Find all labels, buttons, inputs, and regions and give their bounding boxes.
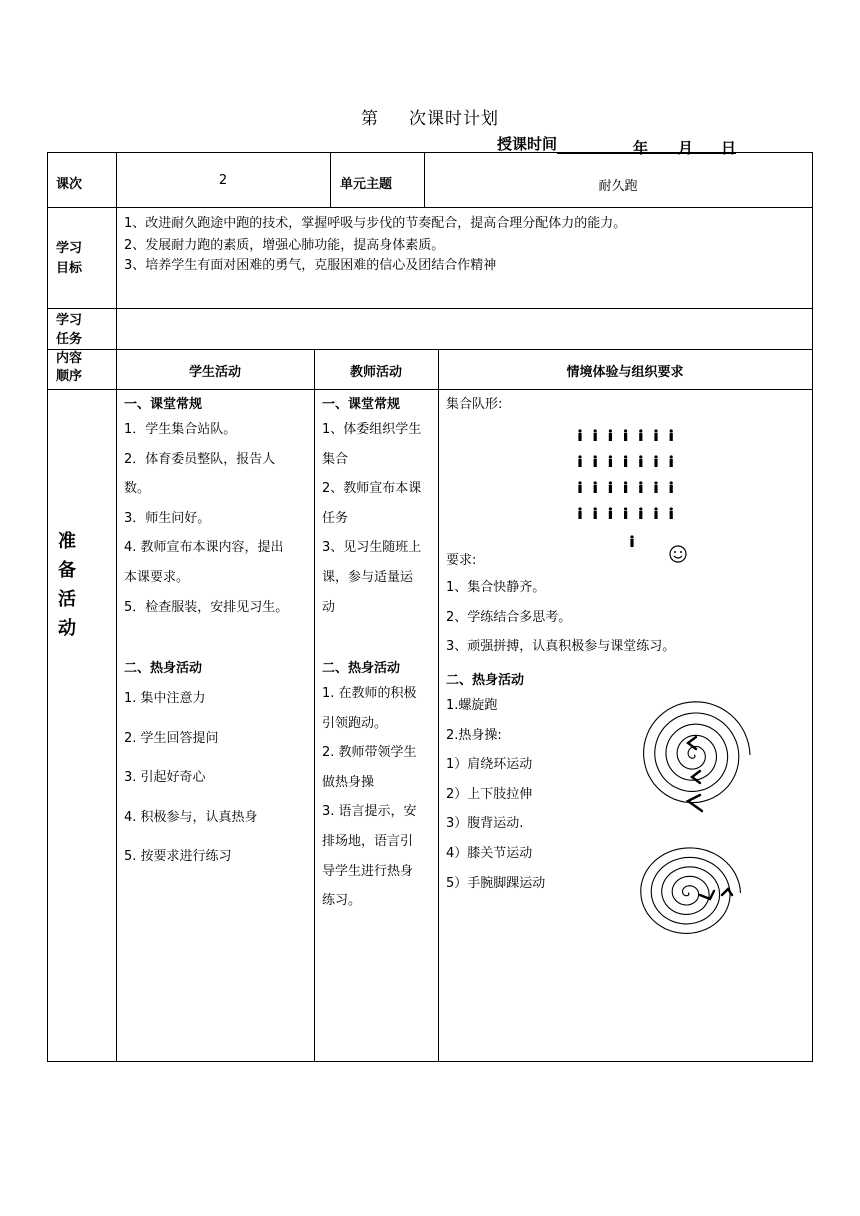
teacher-routine-item: 集合 <box>322 451 349 467</box>
student-figure-icon <box>594 429 597 441</box>
student-figure-icon <box>624 455 627 467</box>
requirements-list <box>446 573 675 662</box>
student-figure-icon <box>624 481 627 493</box>
situation-warmup-heading: 二、热身活动 <box>446 673 525 688</box>
student-figure-icon <box>639 455 642 467</box>
student-routine-item: 1．学生集合站队。 <box>124 422 237 437</box>
student-figure-icon <box>609 481 612 493</box>
teacher-routine-item: 课，参与适量运 <box>322 569 414 585</box>
row-divider <box>48 308 812 309</box>
teacher-routine-item: 3、见习生随班上 <box>322 540 422 556</box>
student-figure-icon <box>624 507 627 519</box>
teacher-heading-warmup: 二、热身活动 <box>322 661 401 676</box>
student-figure-icon <box>670 507 673 519</box>
student-warmup-item: 5. 按要求进行练习 <box>124 849 232 864</box>
requirement-item: 2、学练结合多思考。 <box>446 609 572 625</box>
teacher-column-header: 教师活动 <box>349 365 402 380</box>
title-suffix: 次课时计划 <box>409 109 499 129</box>
direction-arrow-icon <box>700 891 714 899</box>
spiral-run-diagram-icon <box>634 697 754 817</box>
row-divider <box>48 389 812 390</box>
warmup-item: 1）肩绕环运动 <box>446 757 533 773</box>
title-prefix: 第 <box>361 109 379 129</box>
teacher-warmup-item: 3. 语言提示，安 <box>322 804 417 820</box>
objective-item: 3、培养学生有面对困难的勇气，克服困难的信心及团结合作精神 <box>124 258 497 273</box>
student-routine-item: 5．检查服装，安排见习生。 <box>124 599 289 615</box>
student-figure-icon <box>624 429 627 441</box>
teacher-routine-item: 动 <box>322 599 336 615</box>
student-figure-icon <box>578 455 581 467</box>
student-figure-icon <box>654 507 657 519</box>
col-divider <box>330 153 331 207</box>
year-label: 年 <box>633 139 649 157</box>
objectives-list <box>124 213 626 277</box>
student-figure-icon <box>654 455 657 467</box>
student-warmup-list <box>124 679 258 877</box>
teacher-warmup-item: 1. 在教师的积极 <box>322 686 417 701</box>
order-label-line: 顺序 <box>56 369 83 384</box>
student-figure-icon <box>578 429 581 441</box>
situation-column-header: 情境体验与组织要求 <box>566 365 684 380</box>
section-label-char: 活 <box>58 589 76 610</box>
student-figure-icon <box>578 507 581 519</box>
unit-value: 耐久跑 <box>598 179 638 194</box>
spiral-run-diagram-icon <box>630 843 750 943</box>
warmup-item: 5）手腕脚踝运动 <box>446 875 546 891</box>
student-figure-icon <box>594 455 597 467</box>
lesson-time-label: 授课时间 <box>497 135 558 153</box>
direction-arrow-icon <box>688 737 696 749</box>
formation-diagram <box>576 427 686 557</box>
student-routine-item: 4. 教师宣布本课内容，提出 <box>124 540 284 556</box>
student-figure-icon <box>639 429 642 441</box>
unit-label: 单元主题 <box>340 177 393 192</box>
student-figure-icon <box>670 429 673 441</box>
student-figure-icon <box>670 481 673 493</box>
lesson-value: 2 <box>218 173 228 188</box>
requirements-label: 要求: <box>446 553 477 568</box>
student-figure-icon <box>578 481 581 493</box>
order-label-line: 内容 <box>56 351 83 366</box>
student-routine-item: 数。 <box>124 481 151 497</box>
row-divider <box>48 207 812 208</box>
col-divider <box>438 349 439 1061</box>
day-label: 日 <box>721 139 737 157</box>
lesson-time <box>497 133 737 157</box>
student-routine-list <box>124 415 288 622</box>
teacher-routine-item: 1、体委组织学生 <box>322 422 422 437</box>
student-warmup-item: 1. 集中注意力 <box>124 691 206 706</box>
objectives-label-line: 目标 <box>56 261 83 276</box>
objectives-label <box>56 239 82 279</box>
warmup-item: 2）上下肢拉伸 <box>446 786 533 802</box>
student-figure-icon <box>609 429 612 441</box>
teacher-routine-list <box>322 415 421 622</box>
warmup-items-list <box>446 691 545 898</box>
student-figure-icon <box>609 455 612 467</box>
section-label-char: 动 <box>58 618 76 639</box>
smiley-face-icon <box>668 544 688 564</box>
lesson-plan-table <box>47 152 813 1062</box>
student-routine-item: 本课要求。 <box>124 569 190 585</box>
student-figure-icon <box>670 455 673 467</box>
tasks-label-line: 学习 <box>56 313 83 328</box>
student-warmup-item: 2. 学生回答提问 <box>124 730 219 746</box>
objectives-label-line: 学习 <box>56 241 83 256</box>
col-divider <box>314 349 315 1061</box>
formation-label: 集合队形: <box>446 397 503 412</box>
warmup-item: 3）腹背运动. <box>446 816 524 832</box>
warmup-item: 2.热身操: <box>446 727 502 743</box>
warmup-item: 1.螺旋跑 <box>446 698 498 713</box>
student-figure-icon <box>609 507 612 519</box>
student-figure-icon <box>654 481 657 493</box>
student-routine-item: 3．师生问好。 <box>124 510 211 526</box>
teacher-warmup-item: 练习。 <box>322 893 362 909</box>
teacher-heading-routine: 一、课堂常规 <box>322 397 401 412</box>
teacher-warmup-item: 排场地，语言引 <box>322 833 414 849</box>
student-figure-icon <box>630 535 633 547</box>
section-label-char: 备 <box>58 560 76 581</box>
student-heading-routine: 一、课堂常规 <box>124 397 203 412</box>
objective-item: 1、改进耐久跑途中跑的技术，掌握呼吸与步伐的节奏配合，提高合理分配体力的能力。 <box>124 216 627 231</box>
student-figure-icon <box>594 481 597 493</box>
warmup-item: 4）膝关节运动 <box>446 845 533 861</box>
teacher-warmup-item: 2. 教师带领学生 <box>322 745 417 761</box>
teacher-routine-item: 2、教师宣布本课 <box>322 481 422 497</box>
teacher-warmup-item: 做热身操 <box>322 774 375 790</box>
direction-arrow-icon <box>692 771 700 783</box>
student-routine-item: 2．体育委员整队，报告人 <box>124 451 276 467</box>
requirement-item: 1、集合快静齐。 <box>446 580 546 595</box>
student-figure-icon <box>639 481 642 493</box>
teacher-warmup-list <box>322 679 417 916</box>
col-divider <box>116 153 117 1061</box>
objective-item: 2、发展耐力跑的素质，增强心肺功能，提高身体素质。 <box>124 238 445 253</box>
row-divider <box>48 349 812 350</box>
tasks-label-line: 任务 <box>56 332 83 347</box>
section-label <box>52 531 82 640</box>
direction-arrow-icon <box>722 889 732 895</box>
student-warmup-item: 3. 引起好奇心 <box>124 770 206 785</box>
order-label <box>56 350 82 386</box>
section-label-char: 准 <box>58 531 76 552</box>
requirement-item: 3、顽强拼搏，认真积极参与课堂练习。 <box>446 639 676 655</box>
student-warmup-item: 4. 积极参与，认真热身 <box>124 809 258 825</box>
teacher-warmup-item: 引领跑动。 <box>322 715 388 731</box>
teacher-routine-item: 任务 <box>322 510 349 526</box>
lesson-label: 课次 <box>56 177 83 192</box>
student-figure-icon <box>594 507 597 519</box>
page-title <box>0 104 860 129</box>
tasks-label <box>56 311 82 349</box>
student-figure-icon <box>654 429 657 441</box>
spiral-path <box>644 702 750 803</box>
month-label: 月 <box>678 139 694 157</box>
student-heading-warmup: 二、热身活动 <box>124 661 203 676</box>
teacher-warmup-item: 导学生进行热身 <box>322 863 414 879</box>
student-column-header: 学生活动 <box>188 365 241 380</box>
student-figure-icon <box>639 507 642 519</box>
